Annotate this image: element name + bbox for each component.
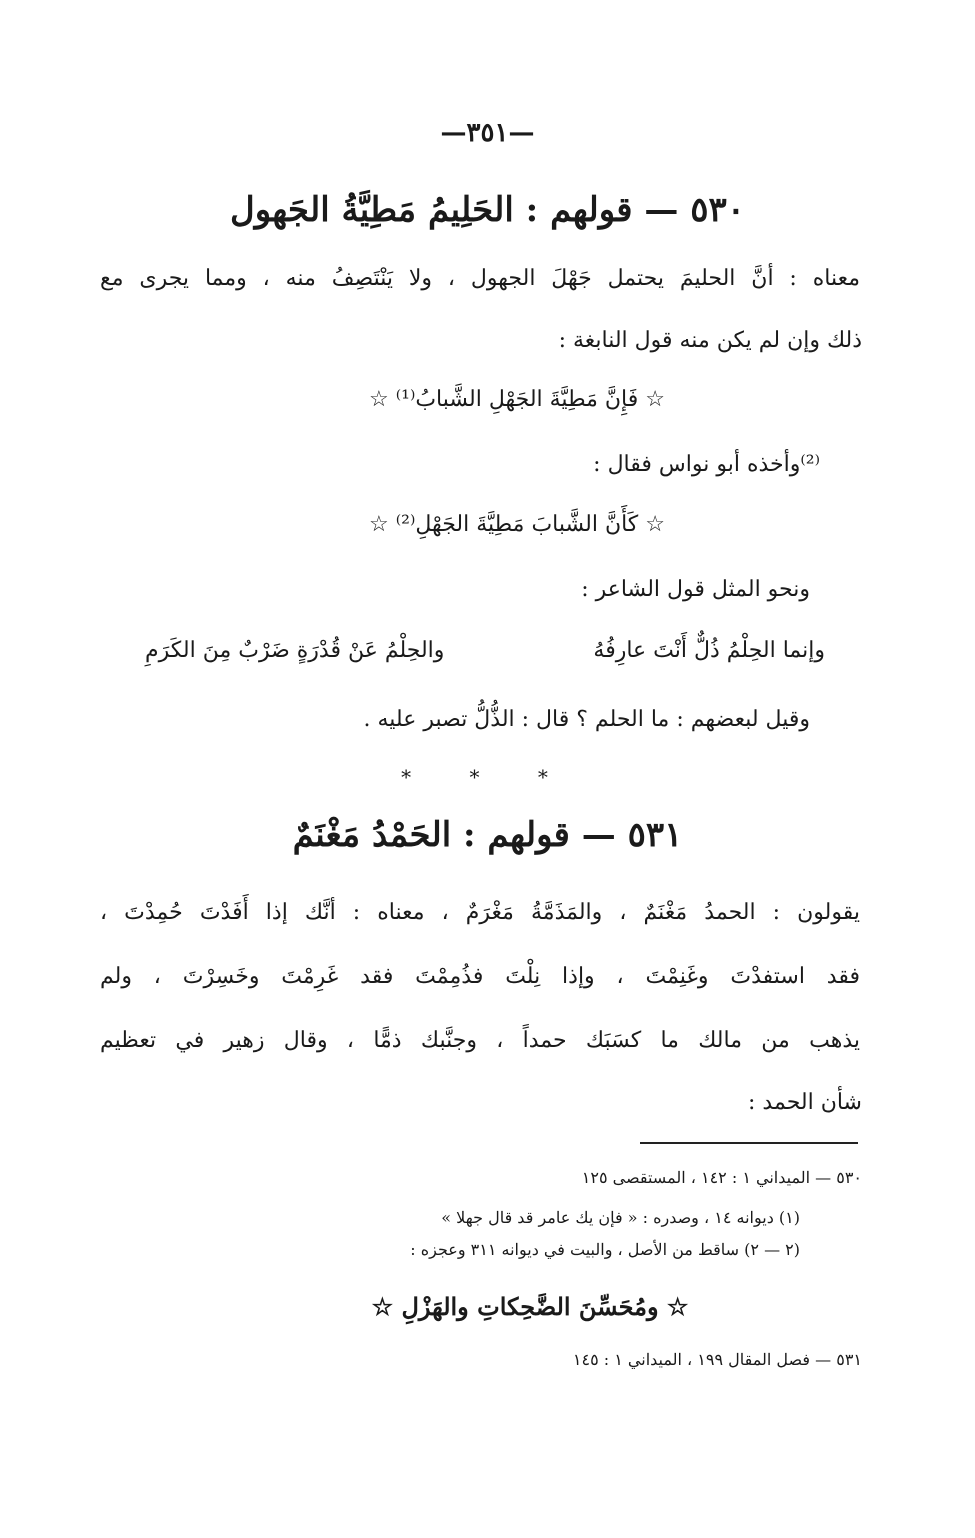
footnote-531: ٥٣١ — فصل المقال ١٩٩ ، الميداني ١ : ١٤٥ xyxy=(572,1350,862,1369)
verse-nabigha: ☆ فَإِنَّ مَطِيَّةَ الجَهْلِ الشَّبابُ⁽¹⁾ ☆ xyxy=(368,387,665,412)
entry-531-heading: ٥٣١ — قولهم : الحَمْدُ مَغْنَمٌ xyxy=(292,815,683,855)
entry-530-line-1: معناه : أنَّ الحليمَ يحتمل جَهْلَ الجهول ، ولا يَنْتَصِفُ منه ، ومما يجرى مع xyxy=(100,266,860,291)
entry-531-line-2: فقد استفدْتَ وغَنِمْتَ ، وإذا نِلْتَ فذُمِمْتَ فقد غَرِمْتَ وخَسِرْتَ ، ولم xyxy=(100,964,860,989)
footnote-530: ٥٣٠ — الميداني ١ : ١٤٢ ، المستقصى ١٢٥ xyxy=(581,1168,862,1187)
couplet-first-hemistich: وإنما الحِلْمُ ذُلٌّ أَنْتَ عارِفُهُ xyxy=(593,638,825,663)
line-poet-intro: ونحو المثل قول الشاعر : xyxy=(581,577,810,602)
entry-530-line-2: ذلك وإن لم يكن منه قول النابغة : xyxy=(558,328,862,353)
poetry-couplet xyxy=(145,638,825,678)
footnote-1: (١) ديوانه ١٤ ، وصدره : « فإن يك عامر قد قال جهلا » xyxy=(441,1208,800,1227)
footnote-verse: ☆ ومُحَسِّنَ الضَّحِكاتِ والهَزْلِ ☆ xyxy=(371,1292,689,1321)
entry-530-closing-line: وقيل لبعضهم : ما الحلم ؟ قال : الذُّلُّ تصبر عليه . xyxy=(363,707,810,732)
entry-530-heading: ٥٣٠ — قولهم : الحَلِيمُ مَطِيَّةُ الجَهول xyxy=(229,190,746,230)
footnote-divider xyxy=(640,1142,858,1144)
footnote-2: (٢ — ٢) ساقط من الأصل ، والبيت في ديوانه ٣١١ وعجزه : xyxy=(410,1240,800,1259)
entry-531-line-4: شأن الحمد : xyxy=(748,1090,862,1115)
couplet-second-hemistich: والحِلْمُ عَنْ قُدْرَةٍ ضَرْبٌ مِنَ الكَرَمِ xyxy=(145,638,445,663)
page-number: —٣٥١— xyxy=(440,118,535,148)
entry-531-line-1: يقولون : الحمدُ مَغْنَمٌ ، والمَذَمَّةُ مَغْرَمٌ ، معناه : أنَّك إذا أَفَدْتَ حُمِدْتَ ، xyxy=(100,900,860,925)
verse-abu-nuwas: ☆ كَأَنَّ الشَّبابَ مَطِيَّةَ الجَهْلِ⁽²⁾ ☆ xyxy=(369,512,665,537)
entry-531-line-3: يذهب من مالك ما كسَبَك حمداً ، وجنَّبك ذمًّا ، وقال زهير في تعظيم xyxy=(100,1028,860,1053)
line-abu-nuwas: ⁽²⁾وأخذه أبو نواس فقال : xyxy=(593,452,820,477)
section-separator: * * * xyxy=(401,765,574,789)
